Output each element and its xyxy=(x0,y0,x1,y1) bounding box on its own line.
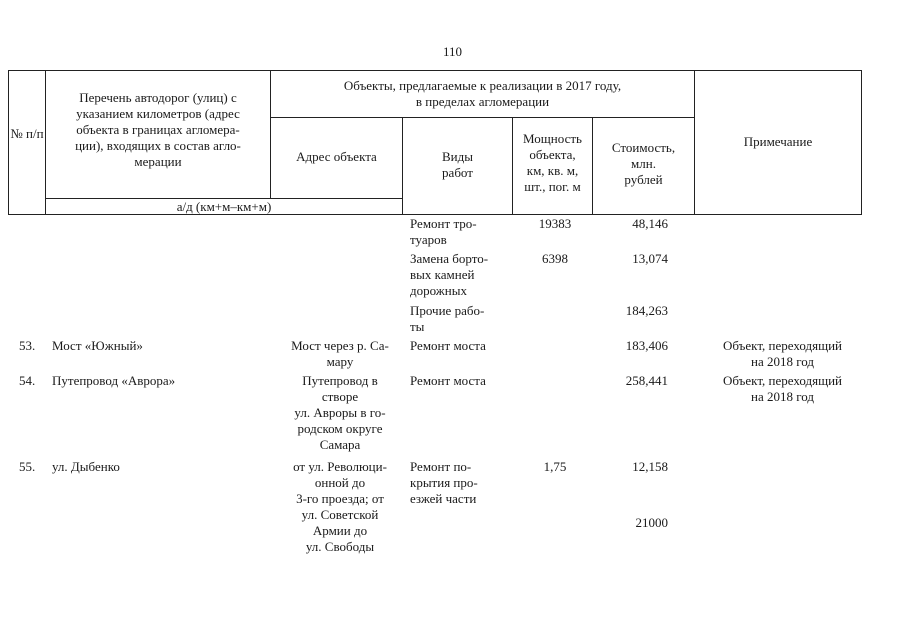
work-type: Ремонт по- крытия про- езжей части xyxy=(410,459,478,506)
page-number: 110 xyxy=(442,44,463,59)
work-type: Ремонт тро- туаров xyxy=(410,216,477,247)
header-col-roads-sub: а/д (км+м–км+м) xyxy=(176,199,272,214)
note: Объект, переходящий на 2018 год xyxy=(723,373,842,404)
header-col-works: Виды работ xyxy=(442,149,473,180)
object-address: от ул. Революци- онной до 3-го проезда; от ул. Советской Армии до ул. Свободы xyxy=(293,459,387,554)
header-col-address: Адрес объекта xyxy=(296,149,377,164)
header-col-roads: Перечень автодорог (улиц) с указанием километров (адрес объекта в границах агломера- ции), входящих в состав агло- мерации xyxy=(75,90,241,169)
capacity-value: 6398 xyxy=(542,251,568,266)
cost-value: 48,146 xyxy=(632,216,668,231)
road-name: ул. Дыбенко xyxy=(52,459,120,474)
row-number: 55. xyxy=(19,459,36,474)
capacity-value: 1,75 xyxy=(543,459,567,474)
row-number: 54. xyxy=(19,373,36,388)
cost-value: 12,158 xyxy=(632,459,668,474)
work-type: Замена борто- вых камней дорожных xyxy=(410,251,489,298)
work-type: Прочие рабо- ты xyxy=(410,303,485,334)
cost-value: 184,263 xyxy=(625,303,668,318)
cost-value: 258,441 xyxy=(625,373,668,388)
work-type: Ремонт моста xyxy=(410,373,486,388)
object-address: Путепровод в створе ул. Авроры в го- родском округе Самара xyxy=(294,373,386,452)
header-group-title: Объекты, предлагаемые к реализации в 2017 году, в пределах агломерации xyxy=(343,78,622,109)
object-address: Мост через р. Са- мару xyxy=(291,338,389,369)
header-col-cost: Стоимость, млн. рублей xyxy=(611,140,676,187)
work-type: Ремонт моста xyxy=(410,338,486,353)
header-col-note: Примечание xyxy=(743,134,813,149)
road-name: Путепровод «Аврора» xyxy=(52,373,176,388)
header-col-capacity: Мощность объекта, км, кв. м, шт., пог. м xyxy=(523,131,582,194)
row-number: 53. xyxy=(19,338,36,353)
note: Объект, переходящий на 2018 год xyxy=(723,338,842,369)
cost-value-secondary: 21000 xyxy=(635,515,668,530)
cost-value: 13,074 xyxy=(632,251,668,266)
capacity-value: 19383 xyxy=(538,216,572,231)
cost-value: 183,406 xyxy=(625,338,668,353)
header-col-num: № п/п xyxy=(10,126,44,141)
road-name: Мост «Южный» xyxy=(52,338,143,353)
